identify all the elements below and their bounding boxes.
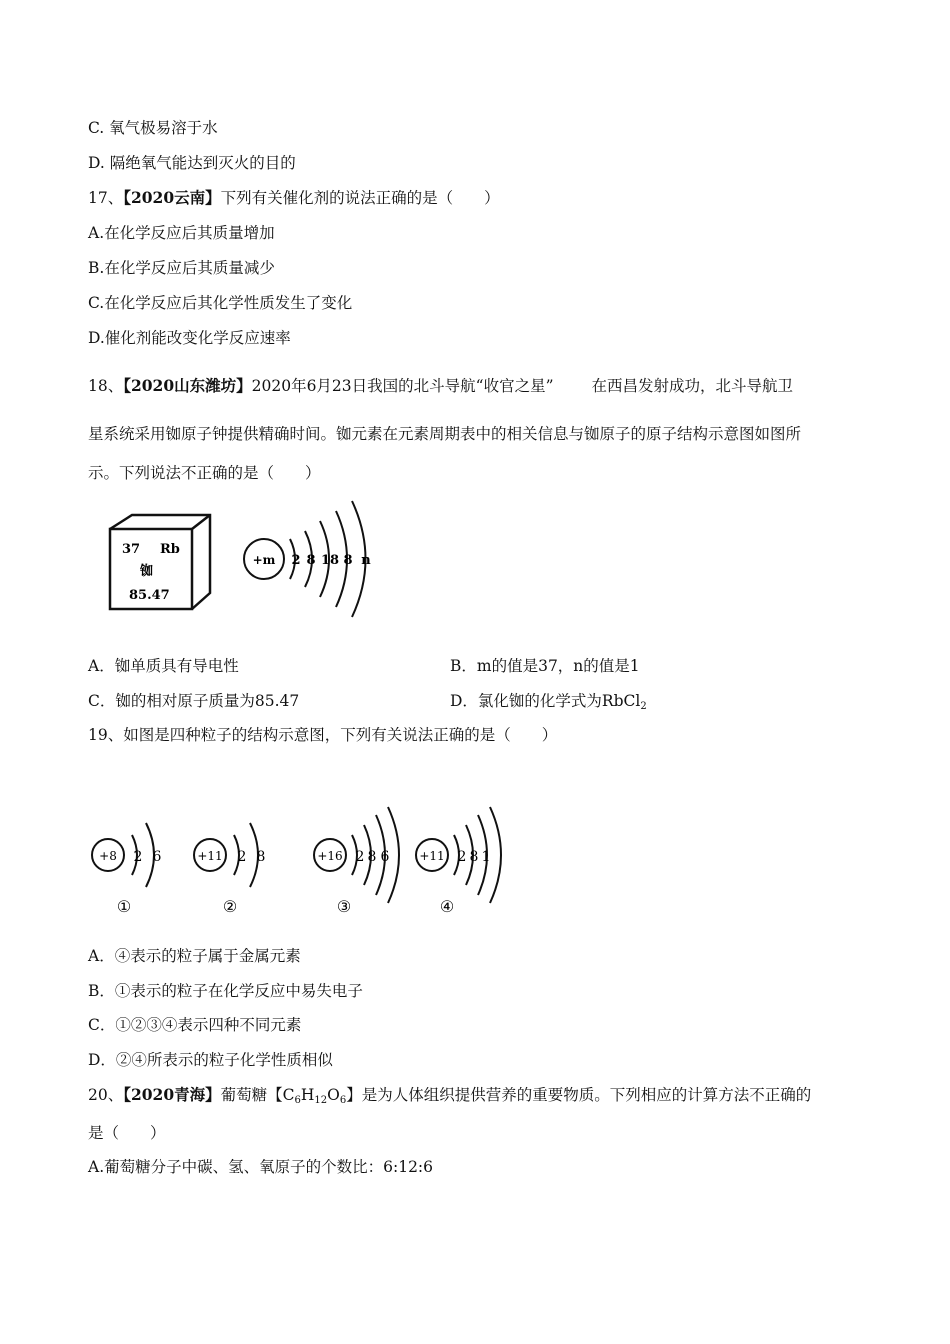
q16-option-d: D. 隔绝氧气能达到灭火的目的: [88, 154, 296, 172]
q17-option-a: A.在化学反应后其质量增加: [88, 224, 275, 242]
particle-3-label: ③: [336, 897, 352, 916]
q16-option-c: C. 氧气极易溶于水: [88, 119, 218, 137]
q17-stem: [88, 188, 500, 208]
q17-option-d: D.催化剂能改变化学反应速率: [88, 329, 291, 347]
q18-number: 18、: [88, 377, 124, 395]
q18-option-c: C．铷的相对原子质量为85.47: [88, 692, 300, 710]
rb-shell-2: 8: [306, 553, 316, 568]
particle-2-nucleus: +11: [197, 849, 223, 863]
q20-stem-line-2: 是（ ）: [88, 1124, 166, 1142]
q18-option-a: A．铷单质具有导电性: [88, 657, 239, 675]
element-symbol: Rb: [160, 542, 180, 557]
rb-nucleus: +m: [252, 553, 276, 567]
particle-1-label: ①: [116, 897, 132, 916]
q19-stem: [88, 725, 557, 745]
q19-number: 19、: [88, 726, 124, 744]
particle-1-shell-2: 6: [152, 849, 162, 865]
particle-2-shell-2: 8: [256, 849, 266, 865]
particle-3-shell-3: 6: [380, 849, 390, 865]
element-cube-box: [110, 515, 210, 609]
q17-source: 【2020云南】: [123, 188, 221, 207]
q19-figure: [80, 805, 520, 920]
particle-4-label: ④: [439, 897, 455, 916]
q18-stem-part-1: 2020年6月23日我国的北斗导航“收官之星”: [251, 377, 554, 395]
element-atomic-number: 37: [122, 542, 141, 557]
particle-3-shell-2: 8: [367, 849, 377, 865]
q19-option-c: C．①②③④表示四种不同元素: [88, 1016, 302, 1034]
particle-1-shell-1: 2: [133, 849, 143, 865]
q19-option-d: D．②④所表示的粒子化学性质相似: [88, 1051, 333, 1069]
particle-3-shell-1: 2: [355, 849, 365, 865]
q18-stem-part-2: 在西昌发射成功，北斗导航卫: [591, 377, 794, 395]
particle-3: [314, 807, 399, 916]
q20-source: 【2020青海】: [123, 1085, 221, 1104]
q20-option-a: A.葡萄糖分子中碳、氢、氧原子的个数比：6:12:6: [88, 1158, 434, 1176]
particle-4: [416, 807, 501, 916]
q18-option-b: B．m的值是37，n的值是1: [450, 657, 640, 675]
particle-1-nucleus: +8: [99, 849, 117, 863]
q18-source: 【2020山东潍坊】: [123, 376, 252, 395]
particle-4-nucleus: +11: [419, 849, 445, 863]
q20-stem-text: 】是为人体组织提供营养的重要物质。下列相应的计算方法不正确的: [346, 1086, 812, 1104]
element-atomic-mass: 85.47: [129, 588, 170, 603]
particle-4-shell-3: 1: [481, 849, 491, 865]
rb-shell-3: 18: [320, 553, 340, 568]
particle-2: [194, 823, 265, 916]
q18-stem-line-2: 星系统采用铷原子钟提供精确时间。铷元素在元素周期表中的相关信息与铷原子的原子结构示意图如图所: [88, 425, 802, 443]
q18-figure: [100, 495, 390, 625]
q19-option-a: A．④表示的粒子属于金属元素: [88, 947, 301, 965]
q17-option-b: B.在化学反应后其质量减少: [88, 259, 275, 277]
rb-shell-4: 8: [343, 553, 353, 568]
q18-stem-line-1: [88, 376, 793, 396]
rb-atom-structure: [244, 501, 371, 617]
q18-stem-line-3: 示。下列说法不正确的是（ ）: [88, 464, 321, 482]
particle-4-shell-2: 8: [469, 849, 479, 865]
particle-4-shell-1: 2: [457, 849, 467, 865]
q18-option-d: D．氯化铷的化学式为RbCl$_2$: [450, 692, 647, 712]
q17-option-c: C.在化学反应后其化学性质发生了变化: [88, 294, 353, 312]
q18-options-row-1: [88, 656, 640, 676]
element-name: 铷: [140, 564, 154, 579]
particle-3-nucleus: +16: [317, 849, 343, 863]
q20-formula: 葡萄糖【$C_6H_{12}O_6$: [220, 1086, 347, 1106]
q19-stem-text: 如图是四种粒子的结构示意图，下列有关说法正确的是（ ）: [123, 726, 558, 744]
q20-stem-line-1: [88, 1085, 811, 1111]
particle-1: [92, 823, 162, 916]
q18-options-row-2: [88, 691, 647, 712]
q19-option-b: B．①表示的粒子在化学反应中易失电子: [88, 982, 363, 1000]
particle-2-shell-1: 2: [237, 849, 247, 865]
rb-shell-1: 2: [291, 553, 301, 568]
particle-2-label: ②: [222, 897, 238, 916]
rb-shell-5: n: [361, 553, 371, 568]
q20-number: 20、: [88, 1086, 124, 1104]
q17-number: 17、: [88, 189, 124, 207]
q17-stem-text: 下列有关催化剂的说法正确的是（ ）: [220, 189, 500, 207]
